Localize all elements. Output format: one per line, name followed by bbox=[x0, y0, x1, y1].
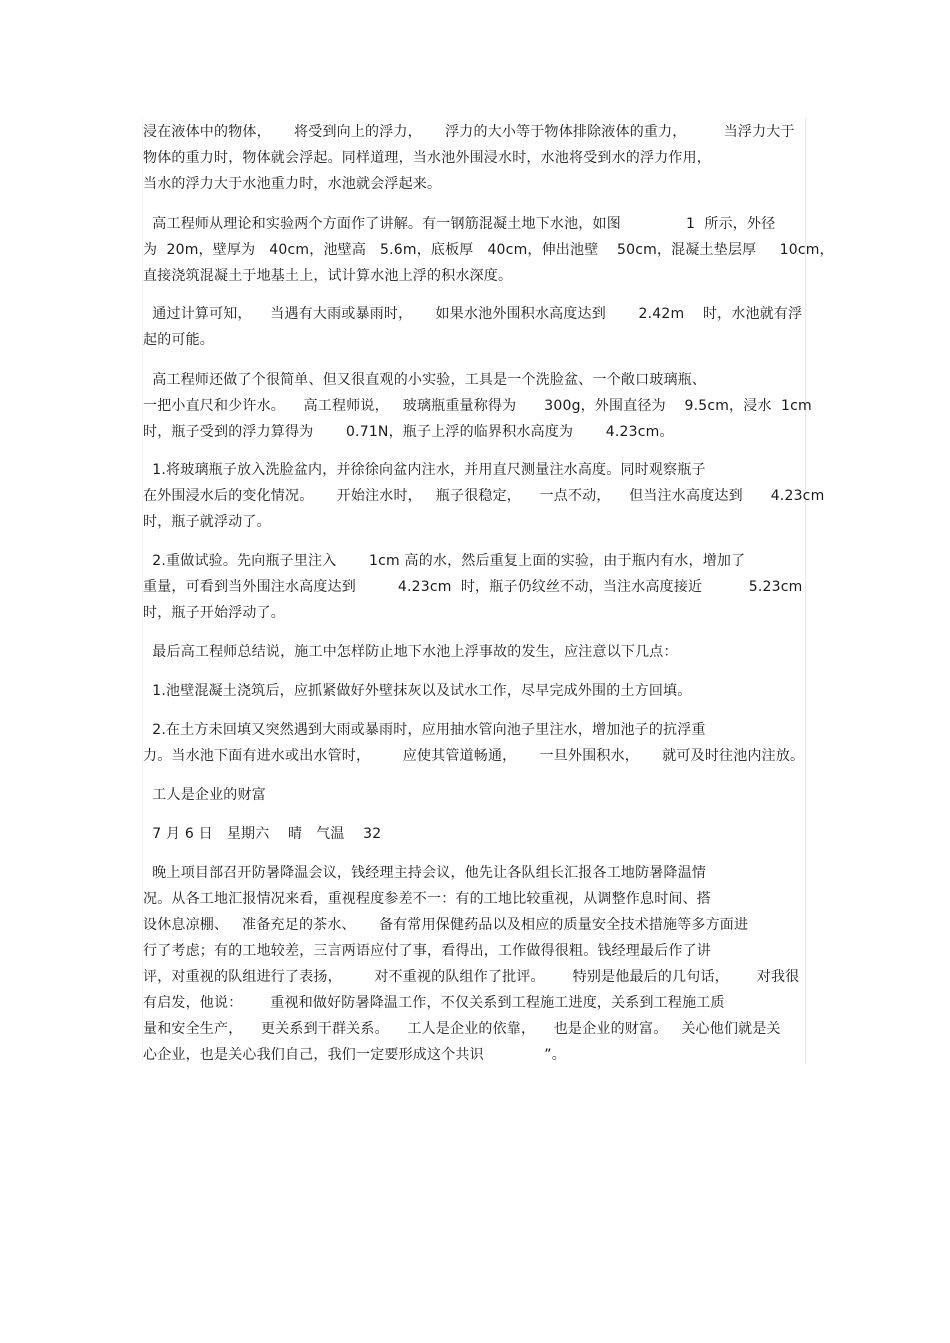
section-heading: 工人是企业的财富 bbox=[143, 787, 266, 803]
text-line: 在外围浸水后的变化情况。 开始注水时， 瓶子很稳定， 一点不动， 但当注水高度达到 4.23cm bbox=[143, 488, 825, 504]
text-line: 最后高工程师总结说，施工中怎样防止地下水池上浮事故的发生，应注意以下几点： bbox=[143, 644, 678, 660]
text-line: 行了考虑；有的工地较差，三言两语应付了事，看得出，工作做得很粗。钱经理最后作了讲 bbox=[143, 943, 711, 959]
text-line: 1.将玻璃瓶子放入洗脸盆内，并徐徐向盆内注水，并用直尺测量注水高度。同时观察瓶子 bbox=[143, 462, 706, 478]
text-line: 一把小直尺和少许水。 高工程师说， 玻璃瓶重量称得为 300g，外围直径为 9.5cm，浸水 1cm bbox=[143, 398, 812, 414]
text-line: 2.重做试验。先向瓶子里注入 1cm 高的水，然后重复上面的实验，由于瓶内有水，增加了 bbox=[143, 553, 746, 569]
text-line: 当水的浮力大于水池重力时，水池就会浮起来。 bbox=[143, 176, 442, 192]
text-line: 高工程师从理论和实验两个方面作了讲解。有一钢筋混凝土地下水池，如图 1 所示，外径 bbox=[143, 216, 776, 232]
text-line: 评，对重视的队组进行了表扬， 对不重视的队组作了批评。 特别是他最后的几句话， 对我很 bbox=[143, 969, 800, 985]
text-line: 时，瓶子受到的浮力算得为 0.71N，瓶子上浮的临界积水高度为 4.23cm。 bbox=[143, 424, 674, 440]
diary-date-line: 7 月 6 日 星期六 晴 气温 32 bbox=[143, 826, 382, 842]
text-line: 直接浇筑混凝土于地基土上，试计算水池上浮的积水深度。 bbox=[143, 268, 513, 284]
text-line: 通过计算可知， 当遇有大雨或暴雨时， 如果水池外围积水高度达到 2.42m 时，水池就有浮 bbox=[143, 306, 803, 322]
text-line: 量和安全生产， 更关系到干群关系。 工人是企业的依靠， 也是企业的财富。 关心他们就是关 bbox=[143, 1021, 781, 1037]
text-line: 力。当水池下面有进水或出水管时， 应使其管道畅通， 一旦外围积水， 就可及时往池内注放。 bbox=[143, 748, 805, 764]
text-line: 晚上项目部召开防暑降温会议，钱经理主持会议，他先让各队组长汇报各工地防暑降温情 bbox=[143, 865, 707, 881]
text-line: 2.在土方未回填又突然遇到大雨或暴雨时，应用抽水管向池子里注水，增加池子的抗浮重 bbox=[143, 722, 706, 738]
text-line: 1.池壁混凝土浇筑后，应抓紧做好外壁抹灰以及试水工作，尽早完成外围的土方回填。 bbox=[143, 683, 692, 699]
text-line: 为 20m，壁厚为 40cm，池壁高 5.6m，底板厚 40cm，伸出池壁 50cm，混凝土垫层厚 10cm， bbox=[143, 242, 834, 258]
text-line: 重量，可看到当外围注水高度达到 4.23cm 时，瓶子仍纹丝不动，当注水高度接近 5.23cm bbox=[143, 579, 803, 595]
text-line: 设休息凉棚、 准备充足的茶水、 备有常用保健药品以及相应的质量安全技术措施等多方面进 bbox=[143, 917, 749, 933]
document-body bbox=[142, 118, 834, 1064]
text-line: 心企业，也是关心我们自己，我们一定要形成这个共识 ”。 bbox=[143, 1047, 566, 1063]
text-line: 况。从各工地汇报情况来看，重视程度参差不一：有的工地比较重视，从调整作息时间、搭 bbox=[143, 891, 711, 907]
text-line: 有启发，他说： 重视和做好防暑降温工作，不仅关系到工程施工进度，关系到工程施工质 bbox=[143, 995, 725, 1011]
text-line: 高工程师还做了个很简单、但又很直观的小实验，工具是一个洗脸盆、一个敞口玻璃瓶、 bbox=[143, 372, 707, 388]
text-line: 时，瓶子开始浮动了。 bbox=[143, 605, 285, 621]
text-line: 浸在液体中的物体， 将受到向上的浮力， 浮力的大小等于物体排除液体的重力， 当浮力大于 bbox=[143, 124, 795, 140]
text-line: 起的可能。 bbox=[143, 332, 214, 348]
text-line: 时，瓶子就浮动了。 bbox=[143, 514, 271, 530]
text-line: 物体的重力时，物体就会浮起。同样道理，当水池外围浸水时，水池将受到水的浮力作用， bbox=[143, 150, 711, 166]
